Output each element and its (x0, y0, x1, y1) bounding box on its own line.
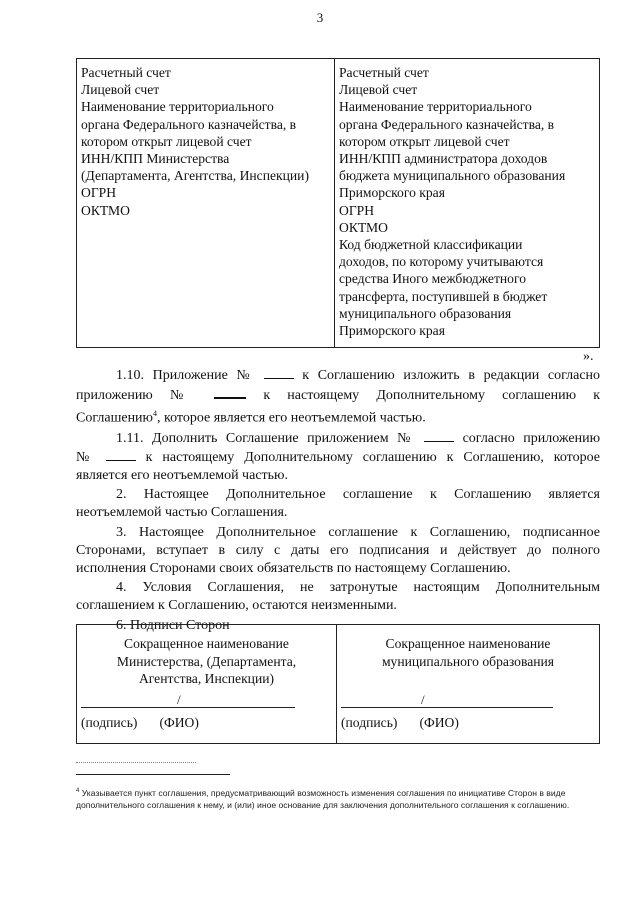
account-detail-line: котором открыт лицевой счет (339, 133, 510, 149)
account-detail-line: (Департамента, Агентства, Инспекции) (81, 168, 309, 184)
closing-quote: ». (583, 349, 594, 364)
account-detail-line: ОГРН (339, 202, 375, 218)
signature-slash: / (177, 692, 181, 707)
appendix-number-blank (424, 429, 454, 442)
municipality-signature-block (337, 625, 599, 743)
account-detail-line: Наименование территориального (81, 99, 274, 115)
page-number: 3 (316, 10, 324, 25)
signatures-table (76, 624, 600, 744)
account-detail-line: Наименование территориального (339, 99, 532, 115)
clause-1-10: 1.10. Приложение № к Соглашению изложить в редакции согласно приложению № к настоящему Дополнительному соглашению к Соглашению$^4$, которое является его неотъемлемой частью. (76, 368, 601, 426)
ministry-short-name-heading: Сокращенное наименование Министерства, (Департамента, Агентства, Инспекции) (116, 636, 297, 686)
ministry-signature-block (77, 625, 337, 743)
appendix-number-blank (264, 366, 294, 379)
account-detail-line: Лицевой счет (339, 82, 418, 98)
agreement-body (76, 366, 600, 637)
ministry-account-details (77, 59, 335, 347)
account-detail-line: ОКТМО (339, 219, 388, 235)
account-detail-line: средства Иного межбюджетного (339, 271, 527, 287)
dotted-divider (76, 762, 196, 763)
signature-caption: (подпись) (ФИО) (341, 715, 459, 730)
signature-line (341, 707, 553, 708)
account-detail-line: Код бюджетной классификации (339, 237, 523, 253)
footnote-text: Указывается пункт соглашения, предусматривающий возможность изменения соглашения по инициативе Сторон в виде дополнительного соглашения к нему, и (или) иное основание для заключения дополнительного соглашения к соглашению. (76, 787, 570, 811)
clause-6-heading: 6. Подписи Сторон (116, 618, 230, 634)
municipality-account-details (335, 59, 599, 347)
account-detail-line: доходов, по которому учитываются (339, 254, 544, 270)
signature-caption: (подпись) (ФИО) (81, 715, 199, 730)
account-detail-line: трансферта, поступившей в бюджет (339, 288, 548, 304)
appendix-number-blank (106, 448, 136, 461)
account-details-table (76, 58, 600, 348)
account-detail-line: органа Федерального казначейства, в (81, 116, 297, 132)
account-detail-line: Приморского края (339, 323, 445, 339)
clause-4: 4. Условия Соглашения, не затронутые настоящим Дополнительным соглашением к Соглашению, остаются неизменными. (76, 580, 600, 614)
clause-1-11: 1.11. Дополнить Соглашение приложением № согласно приложению № к настоящему Дополнительному соглашению к Соглашению, которое является его неотъемлемой частью. (76, 431, 601, 483)
account-detail-line: органа Федерального казначейства, в (339, 116, 555, 132)
footnote-marker: 4 (76, 788, 80, 794)
account-detail-line: Расчетный счет (81, 65, 171, 80)
account-detail-line: ОГРН (81, 185, 117, 201)
appendix-number-blank (214, 385, 246, 399)
footnote-ref: 4 (153, 408, 158, 418)
municipality-short-name-heading: Сокращенное наименование муниципального образования (381, 636, 555, 669)
account-detail-line: бюджета муниципального образования (339, 168, 566, 184)
footnote (76, 785, 600, 811)
footnote-divider (76, 774, 230, 775)
account-detail-line: котором открыт лицевой счет (81, 133, 252, 149)
clause-3: 3. Настоящее Дополнительное соглашение к Соглашению, подписанное Сторонами, вступает в силу с даты его подписания и действует до полного исполнения Сторонами своих обязательств по настоящему Соглашению. (76, 525, 600, 576)
account-detail-line: Приморского края (339, 185, 445, 201)
account-detail-line: Лицевой счет (81, 82, 160, 98)
account-detail-line: ОКТМО (81, 202, 130, 218)
signature-slash: / (421, 692, 425, 707)
signature-line (81, 707, 295, 708)
account-detail-line: Расчетный счет (339, 65, 429, 80)
clause-2: 2. Настоящее Дополнительное соглашение к Соглашению является неотъемлемой частью Соглашения. (76, 487, 600, 521)
account-detail-line: ИНН/КПП администратора доходов (339, 151, 548, 167)
account-detail-line: ИНН/КПП Министерства (81, 151, 230, 167)
account-detail-line: муниципального образования (339, 305, 512, 321)
